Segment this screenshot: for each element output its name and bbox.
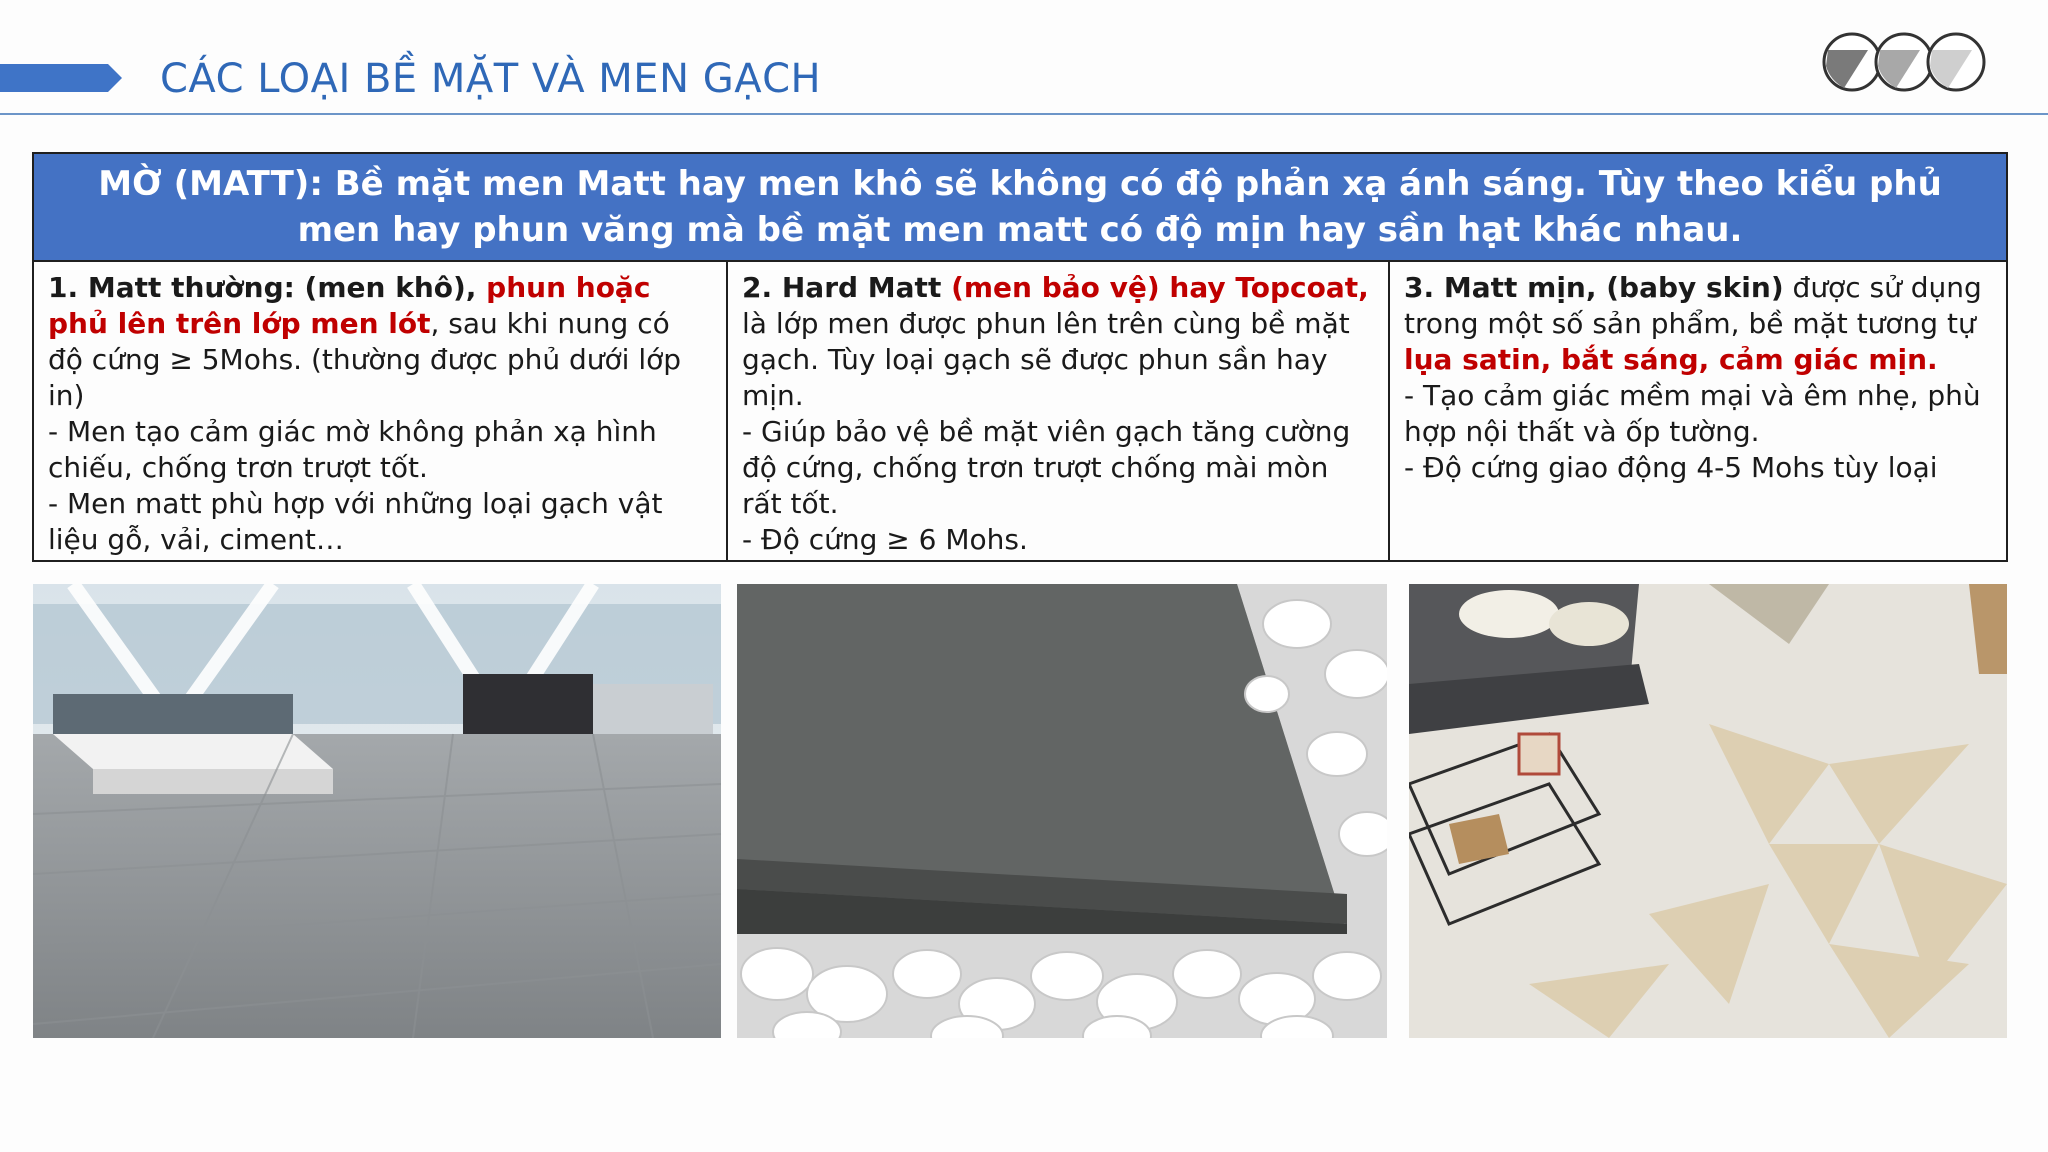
logo-circle-2: [1876, 34, 1932, 90]
logo-circle-1: [1824, 34, 1880, 90]
smooth-matt-line-1: - Tạo cảm giác mềm mại và êm nhẹ, phù hợp nội thất và ốp tường.: [1404, 379, 1981, 448]
title-divider: [0, 113, 2048, 115]
logo-circle-3: [1928, 34, 1984, 90]
table-header: [34, 154, 2006, 262]
hard-matt-highlight: (men bảo vệ) hay Topcoat,: [951, 271, 1369, 304]
title-accent-bar: [0, 64, 122, 92]
matt-regular-cell: [34, 262, 726, 560]
matt-regular-highlight: phun hoặc phủ lên trên lớp men lót: [48, 271, 651, 340]
smooth-matt-highlight: lụa satin, bắt sáng, cảm giác mịn.: [1404, 343, 1938, 376]
hard-matt-title: 2. Hard Matt: [742, 271, 952, 304]
granite-tile-photo: [737, 584, 1387, 1038]
company-logo: [1820, 30, 1988, 94]
matt-regular-line-1: - Men tạo cảm giác mờ không phản xạ hình chiếu, chống trơn trượt tốt.: [48, 415, 657, 484]
hard-matt-line-2: - Độ cứng ≥ 6 Mohs.: [742, 523, 1028, 556]
table-body: [34, 262, 2006, 560]
hard-matt-line-1: - Giúp bảo vệ bề mặt viên gạch tăng cường độ cứng, chống trơn trượt chống mài mòn rất tốt.: [742, 415, 1351, 520]
matt-regular-line-2: - Men matt phù hợp với những loại gạch vật liệu gỗ, vải, ciment…: [48, 487, 663, 556]
smooth-matt-title: 3. Matt mịn, (baby skin): [1404, 271, 1784, 304]
smooth-matt-line-2: - Độ cứng giao động 4-5 Mohs tùy loại: [1404, 451, 1938, 484]
lobby-floor-photo: [33, 584, 721, 1038]
smooth-matt-intro: được sử dụng trong một số sản phẩm, bề mặt tương tự: [1404, 271, 1982, 340]
matt-regular-intro: , sau khi nung có độ cứng ≥ 5Mohs. (thường được phủ dưới lớp in): [48, 307, 682, 412]
hard-matt-intro: là lớp men được phun lên trên cùng bề mặt gạch. Tùy loại gạch sẽ được phun sần hay mịn.: [742, 307, 1350, 412]
table-header-text: MỜ (MATT): Bề mặt men Matt hay men khô sẽ không có độ phản xạ ánh sáng. Tùy theo kiểu phủ men hay phun văng mà bề mặt men matt có độ mịn hay sần hạt khác nhau.: [98, 164, 1942, 250]
matt-surface-table: [32, 152, 2008, 562]
living-room-floor-photo: [1409, 584, 2007, 1038]
smooth-matt-cell: [1388, 262, 2006, 560]
page-title: CÁC LOẠI BỀ MẶT VÀ MEN GẠCH: [160, 56, 822, 102]
hard-matt-cell: [726, 262, 1388, 560]
matt-regular-title: 1. Matt thường: (men khô),: [48, 271, 487, 304]
